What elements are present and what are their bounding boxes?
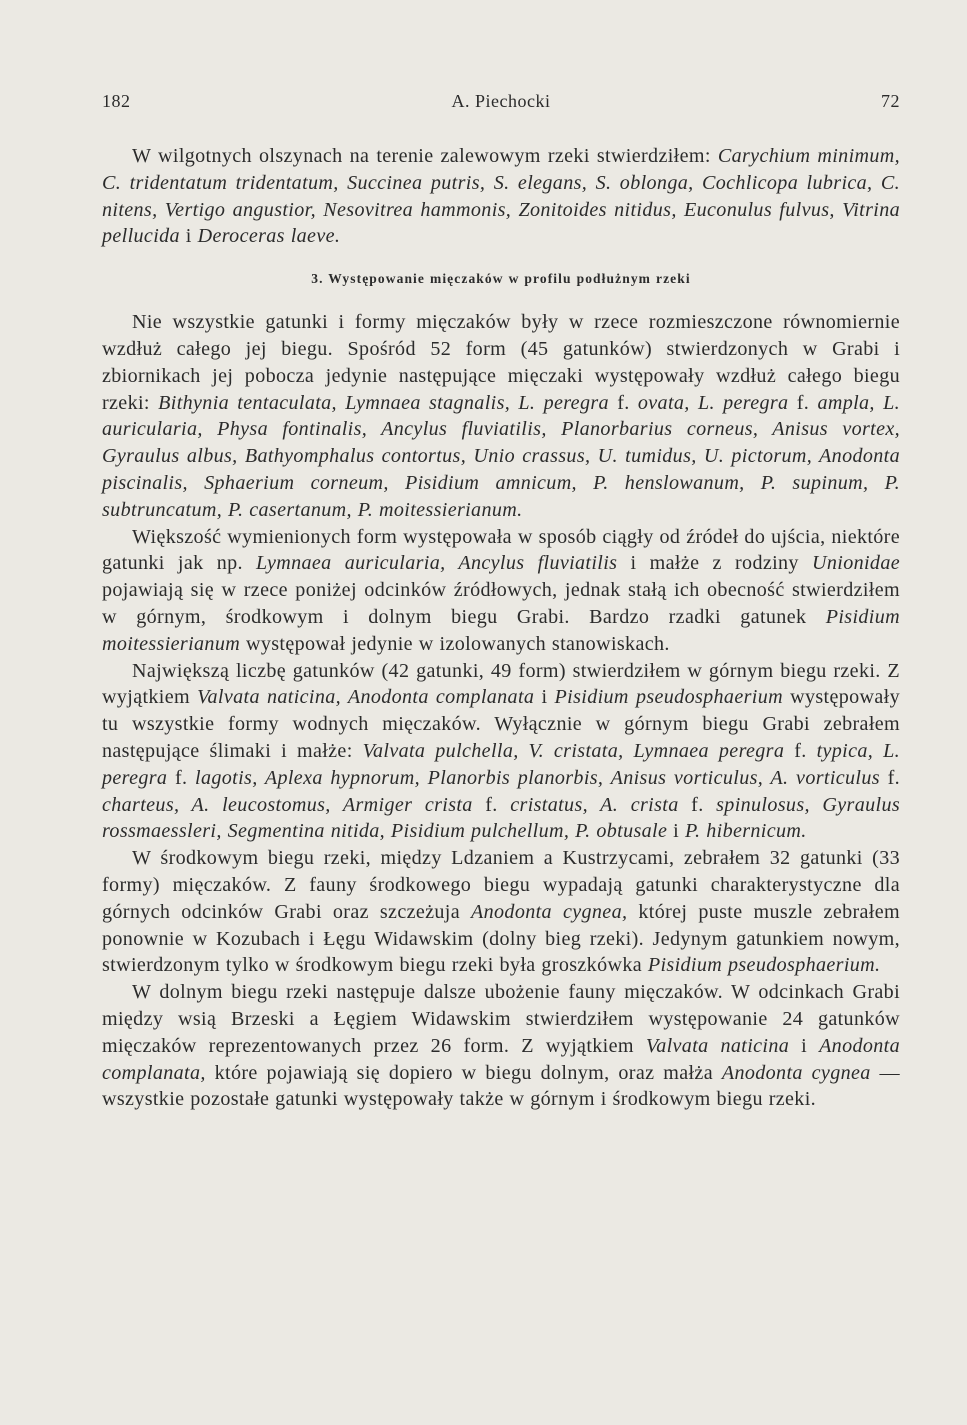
- text-run: f.: [472, 793, 511, 816]
- italic-taxon-text: charteus, A. leucostomus, Armiger crista: [102, 793, 473, 816]
- running-header: [102, 91, 900, 113]
- text-run: f.: [678, 793, 717, 816]
- author-name: A. Piechocki: [451, 91, 551, 111]
- italic-taxon-text: Pisidium moitessierianum: [102, 605, 900, 655]
- text-run: f.: [784, 739, 817, 762]
- italic-taxon-text: Deroceras laeve.: [197, 225, 341, 248]
- italic-taxon-text: ovata, L. peregra: [637, 391, 789, 414]
- text-run: i: [534, 686, 555, 709]
- text-run: i małże z rodziny: [617, 552, 813, 575]
- paragraph-upper-course: [102, 658, 900, 846]
- italic-taxon-text: Lymnaea auricularia, Ancylus fluviatilis: [256, 552, 618, 575]
- italic-taxon-text: Anodonta complanata,: [102, 1034, 901, 1084]
- text-run: W dolnym biegu rzeki następuje dalsze ubożenie fauny mięczaków. W odcinkach Grabi między wsią Brzeski a Łęgiem Widawskim stwierdziłem występowanie 24 gatunków mięczaków reprezentowanych przez 26 form. Z wyjątkiem: [102, 981, 900, 1057]
- italic-taxon-text: Valvata naticina: [645, 1034, 790, 1057]
- text-run: f.: [167, 766, 196, 789]
- text-run: i: [179, 225, 198, 248]
- italic-taxon-text: spinulosus, Gyraulus rossmaessleri, Segmentina nitida, Pisidium pulchellum, P. obtusale: [102, 793, 901, 843]
- italic-taxon-text: typica, L. peregra: [102, 739, 901, 789]
- text-run: pojawiają się w rzece poniżej odcinków źródłowych, jednak stałą ich obecność stwierdziłem w górnym, środkowym i dolnym biegu Grabi. Bardzo rzadki gatunek: [102, 579, 900, 628]
- text-run: i: [667, 820, 685, 843]
- paragraph-species-along-river: [102, 309, 900, 523]
- text-run: W środkowym biegu rzeki, między Ldzaniem a Kustrzycami, zebrałem 32 gatunki (33 formy) mięczaków. Z fauny środkowego biegu wypadają gatunki charakterystyczne dla górnych odcinków Grabi oraz szczeżuja: [102, 847, 900, 923]
- italic-taxon-text: Pisidium pseudosphaerium.: [647, 954, 881, 977]
- text-run: występował jedynie w izolowanych stanowiskach.: [240, 632, 670, 655]
- paragraph-wet-alder-forests: [102, 143, 900, 250]
- paragraph-continuous-occurrence: [102, 524, 900, 658]
- text-run: Nie wszystkie gatunki i formy mięczaków były w rzece rozmieszczone równomiernie wzdłuż całego jej biegu. Spośród 52 form (45 gatunków) stwierdzonych w Grabi i zbiornikach jej pobocza jedynie następujące mięczaki występowały wzdłuż całego biegu rzeki:: [102, 311, 900, 414]
- text-run: której puste muszle zebrałem ponownie w Kozubach i Łęgu Widawskim (dolny bieg rzeki). Jedynym gatunkiem nowym, stwierdzonym tylko w środkowym biegu rzeki była groszkówka: [102, 900, 900, 977]
- text-run: — wszystkie pozostałe gatunki występowały także w górnym i środkowym biegu rzeki.: [102, 1061, 900, 1111]
- italic-taxon-text: Anodonta cygnea,: [471, 900, 628, 923]
- italic-taxon-text: Carychium minimum, C. tridentatum tridentatum, Succinea putris, S. elegans, S. oblonga, Cochlicopa lubrica, C. nitens, Vertigo angustior, Nesovitrea hammonis, Zonitoides nitidus, Euconulus fulvus, Vitrina pellucida: [102, 145, 901, 248]
- italic-taxon-text: ampla, L. auricularia, Physa fontinalis, Ancylus fluviatilis, Planorbarius corneus, Anisus vortex, Gyraulus albus, Bathyomphalus contortus, Unio crassus, U. tumidus, U. pictorum, Anodonta piscinalis, Sphaerium corneum, Pisidium amnicum, P. henslowanum, P. supinum, P. subtruncatum, P. casertanum, P. moitessierianum.: [102, 391, 900, 521]
- text-run: W wilgotnych olszynach na terenie zalewowym rzeki stwierdziłem:: [132, 145, 718, 167]
- text-run: f.: [608, 391, 638, 414]
- text-run: f.: [879, 766, 900, 789]
- text-run: które pojawiają się dopiero w biegu dolnym, oraz małża: [205, 1061, 722, 1084]
- text-run: f.: [788, 391, 818, 414]
- italic-taxon-text: cristatus, A. crista: [510, 793, 679, 816]
- text-run: i: [789, 1034, 820, 1057]
- section-title: 3. Występowanie mięczaków w profilu podłużnym rzeki: [311, 271, 691, 287]
- italic-taxon-text: Unionidae: [812, 552, 900, 575]
- italic-taxon-text: lagotis, Aplexa hypnorum, Planorbis planorbis, Anisus vorticulus, A. vorticulus: [195, 766, 880, 789]
- paragraph-middle-course: [102, 845, 900, 979]
- italic-taxon-text: Anodonta cygnea: [721, 1061, 871, 1084]
- page-number: 182: [102, 91, 131, 111]
- body-text: [102, 143, 900, 1113]
- italic-taxon-text: P. hibernicum.: [684, 820, 807, 843]
- italic-taxon-text: Valvata naticina, Anodonta complanata: [197, 686, 535, 709]
- italic-taxon-text: Valvata pulchella, V. cristata, Lymnaea peregra: [362, 739, 785, 762]
- italic-taxon-text: Bithynia tentaculata, Lymnaea stagnalis, L. peregra: [158, 391, 609, 414]
- paragraph-lower-course: [102, 979, 900, 1113]
- text-run: występowały tu wszystkie formy wodnych mięczaków. Wyłącznie w górnym biegu Grabi zebrałem następujące ślimaki i małże:: [102, 686, 901, 762]
- journal-number: 72: [881, 91, 900, 111]
- italic-taxon-text: Pisidium pseudosphaerium: [554, 686, 783, 709]
- text-run: Większość wymienionych form występowała w sposób ciągły od źródeł do ujścia, niektóre gatunki jak np.: [102, 525, 900, 575]
- text-run: Największą liczbę gatunków (42 gatunki, 49 form) stwierdziłem w górnym biegu rzeki. Z wyjątkiem: [102, 659, 900, 709]
